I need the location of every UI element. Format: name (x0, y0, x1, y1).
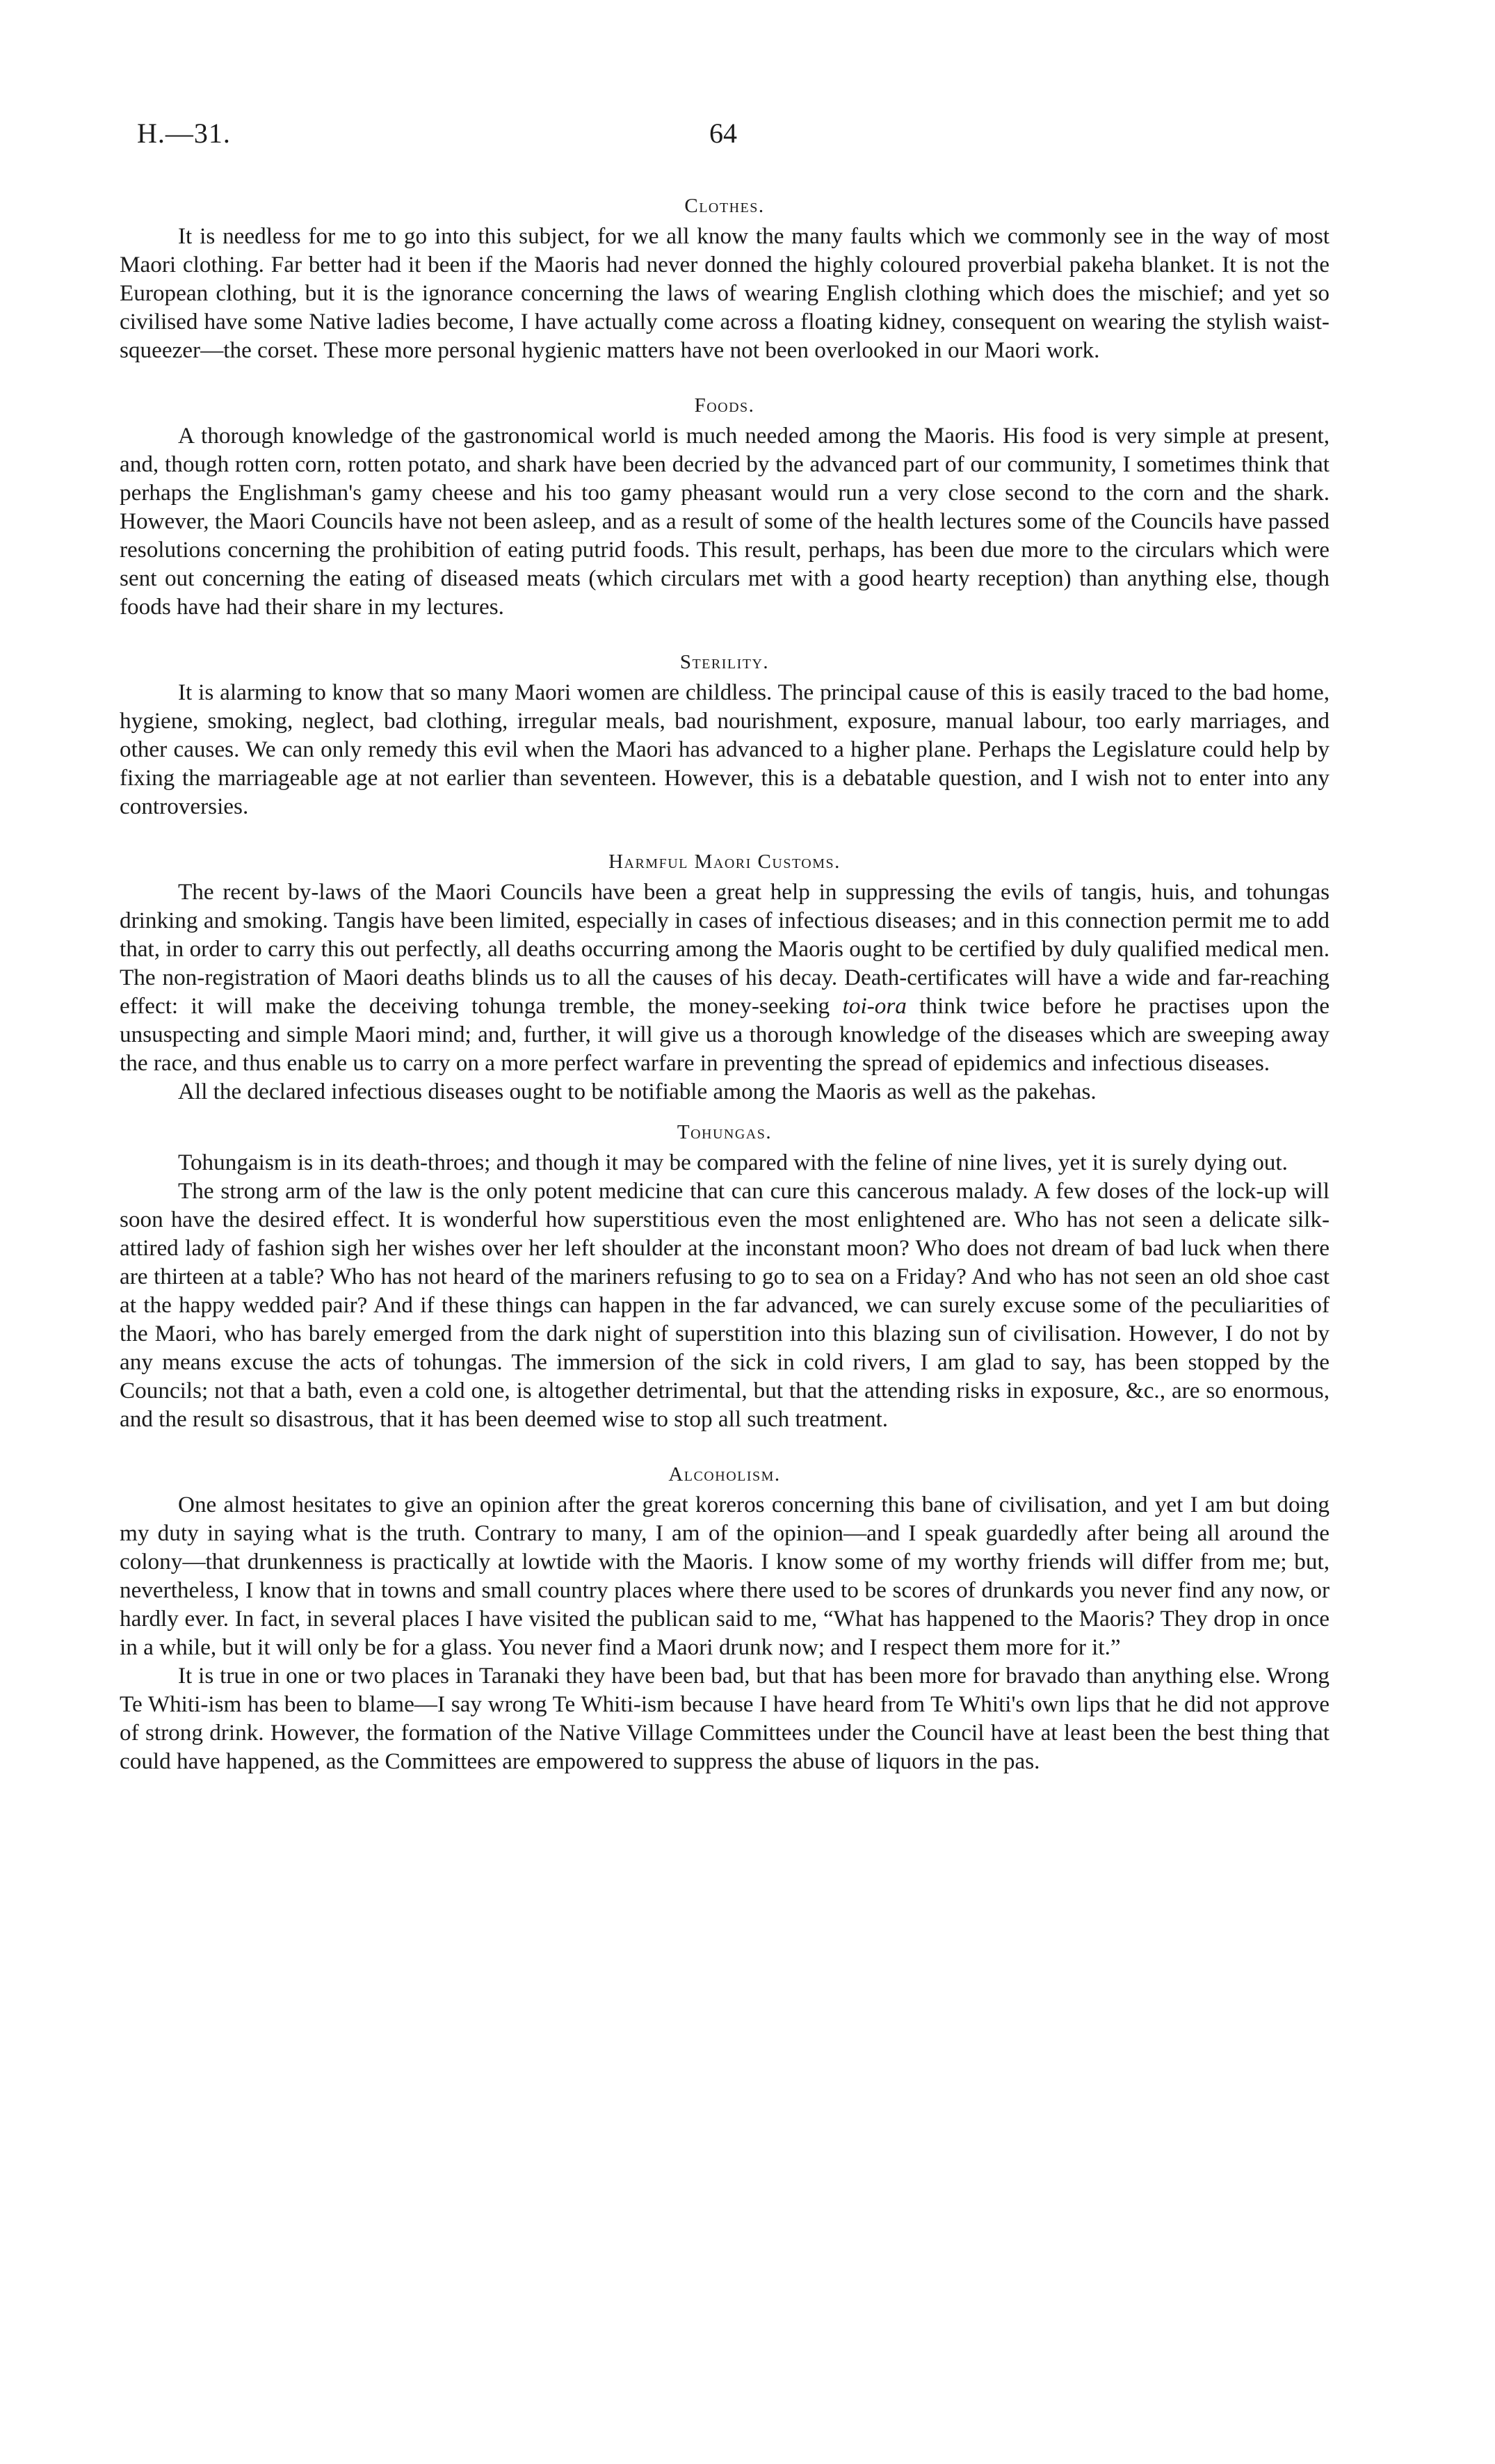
page-number: 64 (709, 118, 737, 149)
paragraph (120, 878, 1330, 1077)
document-reference: H.—31. (137, 118, 231, 149)
paragraph-text: The recent by-laws of the Maori Councils have been a great help in suppressing the evils of tangis, huis, and tohungas drinking and smoking. Tangis have been limited, especially in cases of infectious diseases; and in this connection permit me to add that, in order to carry this out perfectly, all deaths occurring among the Maoris ought to be certified by duly qualified medical men. The non-registration of Maori deaths blinds us to all the causes of his decay. Death-certificates will have a wide and far-reaching effect: it will make the deceiving tohunga tremble, the money-seeking (120, 879, 1330, 1019)
paragraph: It is needless for me to go into this subject, for we all know the many faults which we commonly see in the way of most Maori clothing. Far better had it been if the Maoris had never donned the highly coloured proverbial pakeha blanket. It is not the European clothing, but it is the ignorance concerning the laws of wearing English clothing which does the mischief; and yet so civilised have some Native ladies become, I have actually come across a floating kidney, consequent on wearing the stylish waist-squeezer—the corset. These more personal hygienic matters have not been overlooked in our Maori work. (120, 223, 1330, 363)
paragraph: All the declared infectious diseases ought to be notifiable among the Maoris as well as the pakehas. (178, 1079, 1097, 1104)
section-heading-clothes: Clothes. (684, 195, 765, 217)
paragraph: Tohungaism is in its death-throes; and though it may be compared with the feline of nine lives, yet it is surely dying out. (178, 1150, 1288, 1175)
paragraph: A thorough knowledge of the gastronomical world is much needed among the Maoris. His food is very simple at present, and, though rotten corn, rotten potato, and shark have been decried by the advanced part of our community, I sometimes think that perhaps the Englishman's gamy cheese and his too gamy pheasant would run a very close second to the corn and the shark. However, the Maori Councils have not been asleep, and as a result of some of the health lectures some of the Councils have passed resolutions concerning the prohibition of eating putrid foods. This result, perhaps, has been due more to the circulars which were sent out concerning the eating of diseased meats (which circulars met with a good hearty reception) than anything else, though foods have had their share in my lectures. (120, 423, 1330, 620)
paragraph: It is alarming to know that so many Maori women are childless. The principal cause of this is easily traced to the bad home, hygiene, smoking, neglect, bad clothing, irregular meals, bad nourishment, exposure, manual labour, too early marriages, and other causes. We can only remedy this evil when the Maori has advanced to a higher plane. Perhaps the Legislature could help by fixing the marriageable age at not earlier than seventeen. However, this is a debatable question, and I wish not to enter into any controversies. (120, 679, 1330, 819)
page-body (120, 192, 1330, 1775)
paragraph: It is true in one or two places in Taranaki they have been bad, but that has been more for bravado than anything else. Wrong Te Whiti-ism has been to blame—I say wrong Te Whiti-ism because I have heard from Te Whiti's own lips that he did not approve of strong drink. However, the formation of the Native Village Committees under the Council have at least been the best thing that could have happened, as the Committees are empowered to suppress the abuse of liquors in the pas. (120, 1663, 1330, 1774)
section-heading-alcoholism: Alcoholism. (668, 1463, 781, 1485)
section-heading-harmful-maori-customs: Harmful Maori Customs. (608, 851, 841, 873)
page-header (0, 117, 1495, 159)
section-heading-tohungas: Tohungas. (677, 1121, 773, 1143)
paragraph: The strong arm of the law is the only potent medicine that can cure this cancerous malady. A few doses of the lock-up will soon have the desired effect. It is wonderful how superstitious even the most enlightened are. Who has not seen a delicate silk-attired lady of fashion sigh her wishes over her left shoulder at the inconstant moon? Who does not dream of bad luck when there are thirteen at a table? Who has not heard of the mariners refusing to go to sea on a Friday? And who has not seen an old shoe cast at the happy wedded pair? And if these things can happen in the far advanced, we can surely excuse some of the peculiarities of the Maori, who has barely emerged from the dark night of superstition into this blazing sun of civilisation. However, I do not by any means excuse the acts of tohungas. The immersion of the sick in cold rivers, I am glad to say, has been stopped by the Councils; not that a bath, even a cold one, is altogether detrimental, but that the attending risks in exposure, &c., are so enormous, and the result so disastrous, that it has been deemed wise to stop all such treatment. (120, 1178, 1330, 1432)
italic-term: toi-ora (842, 993, 907, 1019)
paragraph: One almost hesitates to give an opinion after the great koreros concerning this bane of civilisation, and yet I am but doing my duty in saying what is the truth. Contrary to many, I am of the opinion—and I speak guardedly after being all around the colony—that drunkenness is practically at lowtide with the Maoris. I know some of my worthy friends will differ from me; but, nevertheless, I know that in towns and small country places where there used to be scores of drunkards you never find any now, or hardly ever. In fact, in several places I have visited the publican said to me, “What has happened to the Maoris? They drop in once in a while, but it will only be for a glass. You never find a Maori drunk now; and I respect them more for it.” (120, 1492, 1330, 1660)
section-heading-sterility: Sterility. (679, 651, 770, 673)
paragraph-text: think twice before he practises upon the unsuspecting and simple Maori mind; and, further, it will give us a thorough knowledge of the diseases which are sweeping away the race, and thus enable us to carry on a more perfect warfare in preventing the spread of epidemics and infectious diseases. (120, 993, 1330, 1076)
section-heading-foods: Foods. (694, 394, 755, 417)
